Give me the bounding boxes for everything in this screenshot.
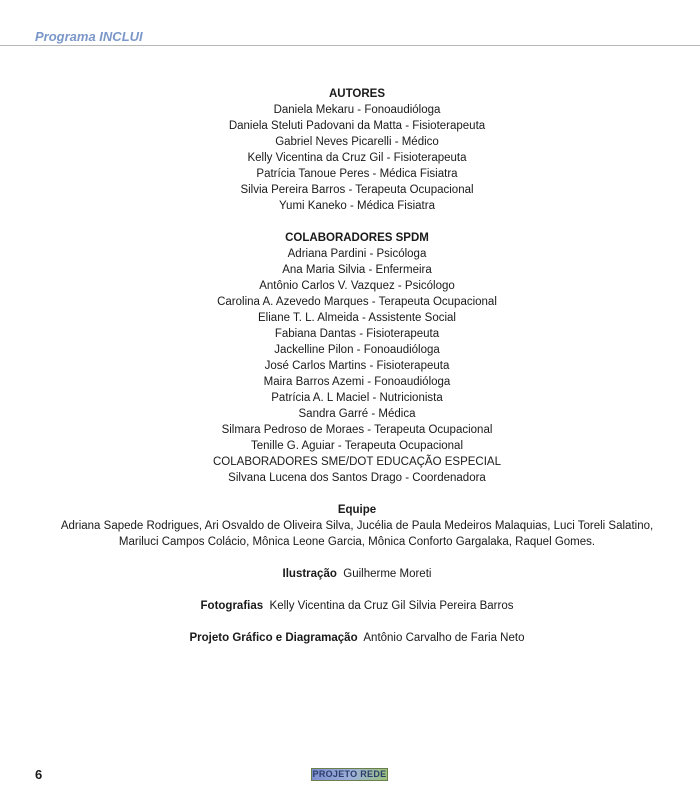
list-item: COLABORADORES SME/DOT EDUCAÇÃO ESPECIAL	[213, 456, 501, 468]
header-title: Programa INCLUI	[35, 29, 143, 44]
list-item: Fabiana Dantas - Fisioterapeuta	[274, 328, 440, 340]
spacer	[60, 486, 654, 502]
list-item: Maira Barros Azemi - Fonoaudióloga	[263, 376, 451, 388]
list-item: Gabriel Neves Picarelli - Médico	[275, 136, 439, 148]
colaboradores-list	[60, 246, 654, 486]
fotografias-value: Kelly Vicentina da Cruz Gil Silvia Pereira Barros	[269, 600, 514, 612]
list-item: José Carlos Martins - Fisioterapeuta	[264, 360, 450, 372]
list-item: Silvana Lucena dos Santos Drago - Coordenadora	[228, 472, 486, 484]
spacer	[60, 614, 654, 630]
fotografias-label: Fotografias	[200, 600, 264, 612]
autores-heading: AUTORES	[328, 88, 386, 100]
spacer	[60, 582, 654, 598]
list-item: Yumi Kaneko - Médica Fisiatra	[279, 200, 435, 212]
list-item: Patrícia Tanoue Peres - Médica Fisiatra	[256, 168, 458, 180]
header-divider	[0, 45, 700, 46]
list-item: Patrícia A. L Maciel - Nutricionista	[271, 392, 443, 404]
projeto-grafico-value: Antônio Carvalho de Faria Neto	[363, 632, 525, 644]
list-item: Silvia Pereira Barros - Terapeuta Ocupacional	[240, 184, 474, 196]
list-item: Daniela Mekaru - Fonoaudióloga	[273, 104, 441, 116]
list-item: Daniela Steluti Padovani da Matta - Fisioterapeuta	[228, 120, 486, 132]
list-item: Sandra Garré - Médica	[298, 408, 416, 420]
list-item: Carolina A. Azevedo Marques - Terapeuta Ocupacional	[217, 296, 497, 308]
autores-list	[60, 102, 654, 214]
list-item: Antônio Carlos V. Vazquez - Psicólogo	[259, 280, 455, 292]
ilustracao-value: Guilherme Moreti	[343, 568, 432, 580]
credits-content	[60, 86, 654, 646]
list-item: Ana Maria Silvia - Enfermeira	[282, 264, 432, 276]
equipe-heading: Equipe	[337, 504, 377, 516]
spacer	[60, 550, 654, 566]
list-item: Silmara Pedroso de Moraes - Terapeuta Ocupacional	[221, 424, 493, 436]
ilustracao-label: Ilustração	[282, 568, 337, 580]
list-item: Jackelline Pilon - Fonoaudióloga	[274, 344, 440, 356]
spacer	[60, 214, 654, 230]
list-item: Kelly Vicentina da Cruz Gil - Fisioterapeuta	[247, 152, 467, 164]
colaboradores-heading: COLABORADORES SPDM	[285, 232, 429, 244]
list-item: Eliane T. L. Almeida - Assistente Social	[258, 312, 456, 324]
equipe-text: Adriana Sapede Rodrigues, Ari Osvaldo de Oliveira Silva, Jucélia de Paula Medeiros Malaquias, Luci Toreli Salatino, Mariluci Campos Colácio, Mônica Leone Garcia, Mônica Conforto Gargalaka, Raquel Gomes.	[60, 520, 654, 548]
projeto-grafico-label: Projeto Gráfico e Diagramação	[189, 632, 358, 644]
list-item: Adriana Pardini - Psicóloga	[287, 248, 427, 260]
fotografias-line	[60, 598, 654, 614]
projeto-grafico-line	[60, 630, 654, 646]
projeto-rede-logo: PROJETO REDE	[312, 769, 387, 779]
list-item: Tenille G. Aguiar - Terapeuta Ocupacional	[250, 440, 464, 452]
page-number: 6	[35, 767, 43, 782]
ilustracao-line	[60, 566, 654, 582]
